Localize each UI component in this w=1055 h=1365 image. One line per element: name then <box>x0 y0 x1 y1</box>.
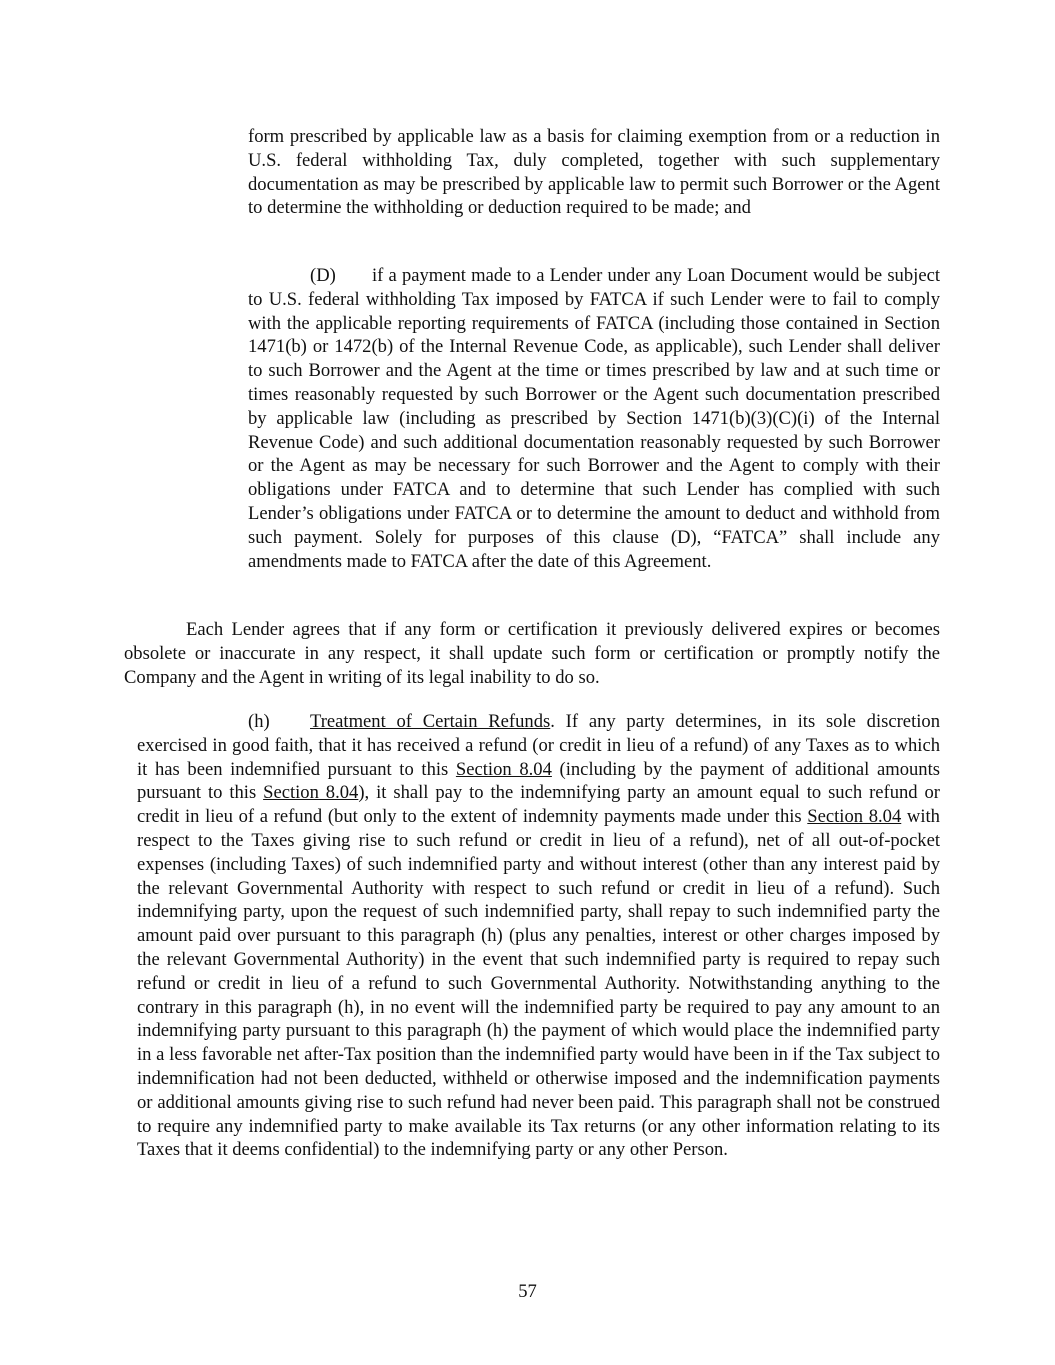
paragraph-c-continuation: form prescribed by applicable law as a basis for claiming exemption from or a reduction in U.S. federal withholding Tax, duly completed, together with such supplementary documentation as may be prescribed by applicable law to permit such Borrower or the Agent to determine the withholding or deduction required to be made; and <box>248 126 940 219</box>
section-reference-1: Section 8.04 <box>455 758 552 780</box>
paragraph-d <box>248 264 940 573</box>
section-reference-3: Section 8.04 <box>807 806 902 828</box>
paragraph-d-text: if a payment made to a Lender under any Loan Document would be subject to U.S. federal withholding Tax imposed by FATCA if such Lender were to fail to comply with the applicable reporting requirements of FATCA (including those contained in Section 1471(b) or 1472(b) of the Internal Revenue Code, as applicable), such Lender shall deliver to such Borrower and the Agent at the time or times prescribed by law and at such time or times reasonably requested by such Borrower or the Agent such documentation prescribed by applicable law (including as prescribed by Section 1471(b)(3)(C)(i) of the Internal Revenue Code) and such additional documentation reasonably requested by such Borrower or the Agent as may be necessary for such Borrower and the Agent to comply with their obligations under FATCA and to determine that such Lender has complied with such Lender’s obligations under FATCA or to determine the amount to deduct and withhold from such payment. Solely for purposes of this clause (D), “FATCA” shall include any amendments made to FATCA after the date of this Agreement. <box>248 265 940 572</box>
paragraph-h-text-1: . If any party determines, in its sole discretion exercised in good faith, that it has received a refund (or credit in lieu of a refund) of any Taxes as to which it has been indemnified pursuant to this <box>137 711 940 780</box>
paragraph-each-lender: Each Lender agrees that if any form or certification it previously delivered expires or becomes obsolete or inaccurate in any respect, it shall update such form or certification or promptly notify the Company and the Agent in writing of its legal inability to do so. <box>124 619 940 688</box>
page-number: 57 <box>518 1281 537 1302</box>
paragraph-h-text-4: with respect to the Taxes giving rise to such refund or credit in lieu of a refund), net of all out-of-pocket expenses (including Taxes) of such indemnified party and without interest (other than any interest paid by the relevant Governmental Authority with respect to such refund or credit in lieu of a refund). Such indemnifying party, upon the request of such indemnified party, shall repay to such indemnified party the amount paid over pursuant to this paragraph (h) (plus any penalties, interest or other charges imposed by the relevant Governmental Authority) in the event that such indemnified party is required to repay such refund or credit in lieu of a refund to such Governmental Authority. Notwithstanding anything to the contrary in this paragraph (h), in no event will the indemnified party be required to pay any amount to an indemnifying party pursuant to this paragraph (h) the payment of which would place the indemnified party in a less favorable net after-Tax position than the indemnified party would have been in if the Tax subject to indemnification had not been deducted, withheld or otherwise imposed and the indemnification payments or additional amounts giving rise to such refund had never been paid. This paragraph shall not be construed to require any indemnified party to make available its Tax returns (or any other information relating to its Taxes that it deems confidential) to the indemnifying party or any other Person. <box>137 806 940 1161</box>
paragraph-h-label: (h) <box>248 711 270 732</box>
paragraph-h-text-2: (including by the payment of additional amounts pursuant to this <box>137 758 941 804</box>
paragraph-h <box>137 710 940 1162</box>
paragraph-h-heading: Treatment of Certain Refunds <box>310 711 551 732</box>
section-reference-2: Section 8.04 <box>263 782 359 804</box>
paragraph-h-text-3: ), it shall pay to the indemnifying party an amount equal to such refund or credit in lieu of a refund (but only to the extent of indemnity payments made under this <box>137 782 940 828</box>
paragraph-d-label: (D) <box>310 265 336 286</box>
